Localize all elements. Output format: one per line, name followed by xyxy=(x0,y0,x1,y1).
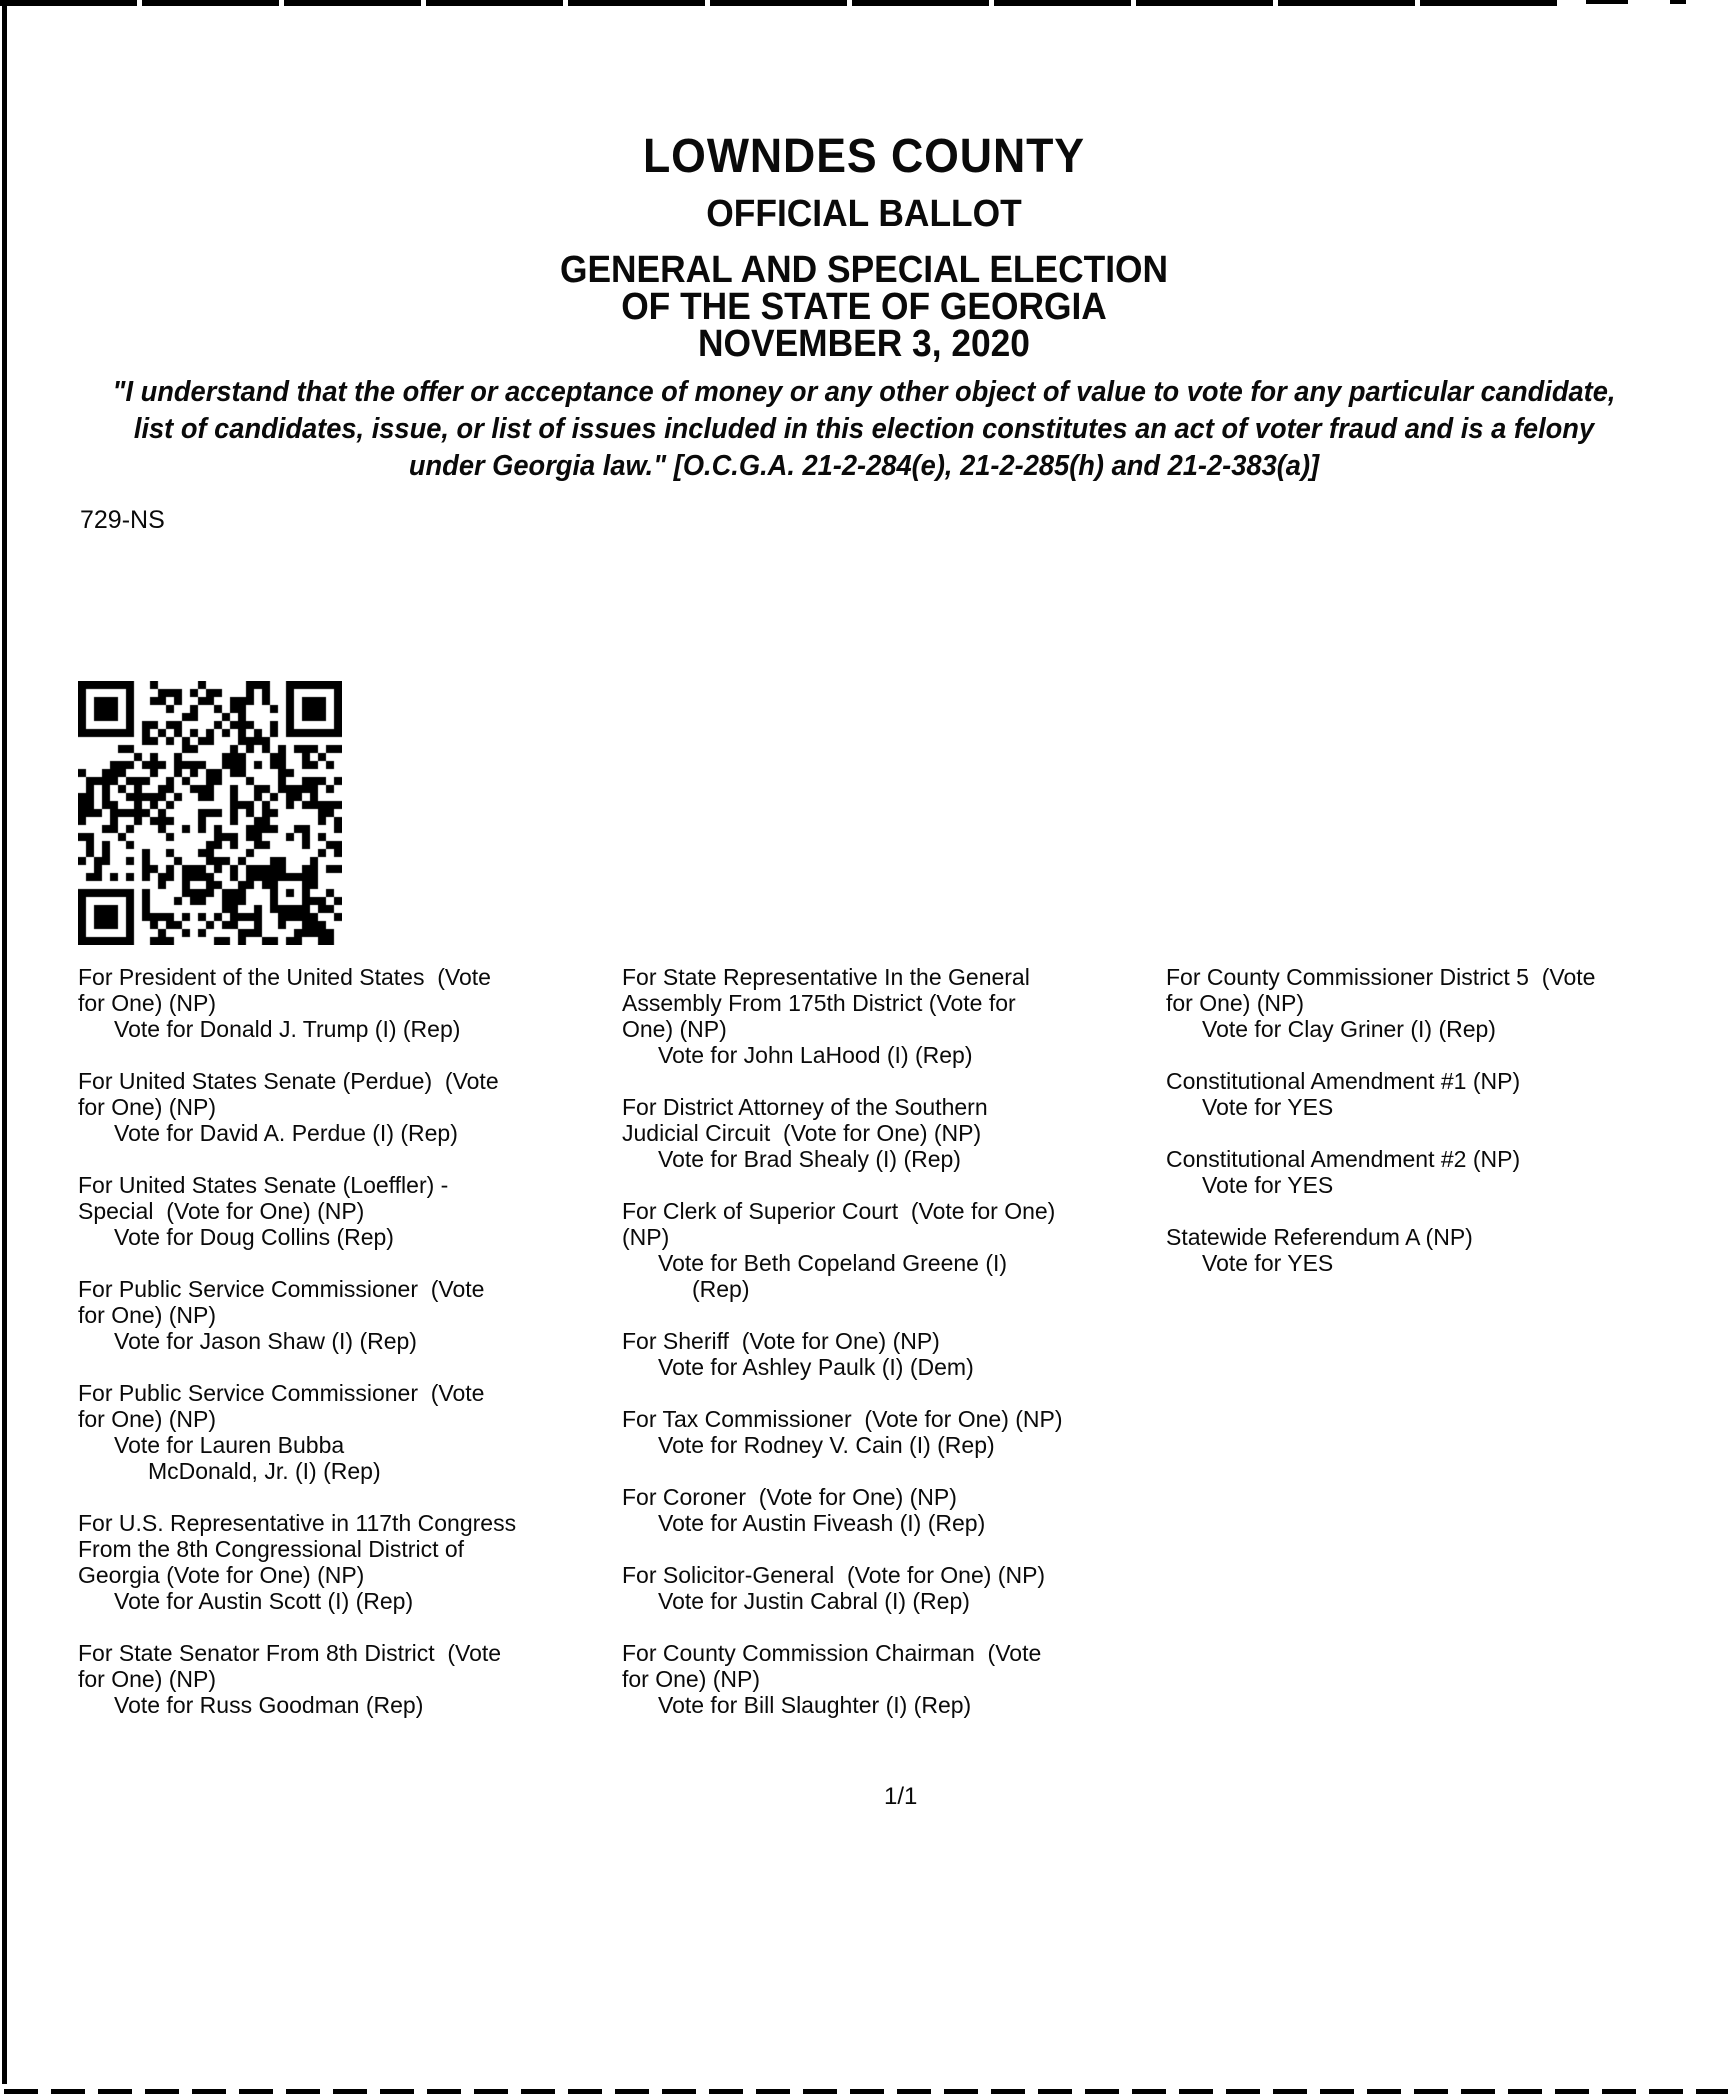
contest-title-line: For Coroner (Vote for One) (NP) xyxy=(622,1484,957,1510)
contest-title-line: Constitutional Amendment #1 (NP) xyxy=(1166,1068,1521,1094)
vote-selection-line: Vote for Justin Cabral (I) (Rep) xyxy=(658,1588,970,1614)
county-title: LOWNDES COUNTY xyxy=(642,130,1086,183)
vote-selection-line: Vote for Jason Shaw (I) (Rep) xyxy=(114,1328,417,1354)
contest-title-line: Judicial Circuit (Vote for One) (NP) xyxy=(622,1120,982,1146)
page-top-edge xyxy=(0,0,1728,6)
vote-selection-line: Vote for John LaHood (I) (Rep) xyxy=(658,1042,973,1068)
contest xyxy=(622,1406,1166,1458)
contest xyxy=(622,1198,1166,1302)
contest-title-line: For United States Senate (Loeffler) - xyxy=(78,1172,449,1198)
vote-selection-line: Vote for Doug Collins (Rep) xyxy=(114,1224,394,1250)
vote-selection-line: Vote for Beth Copeland Greene (I) xyxy=(658,1250,1008,1276)
vote-selection-line: Vote for David A. Perdue (I) (Rep) xyxy=(114,1120,458,1146)
contest xyxy=(78,1172,622,1250)
vote-selection-line: Vote for YES xyxy=(1202,1172,1334,1198)
ballot-column-1 xyxy=(78,964,622,1744)
page-number: 1/1 xyxy=(884,1783,918,1810)
vote-selection-line: McDonald, Jr. (I) (Rep) xyxy=(148,1458,381,1484)
contest xyxy=(622,1562,1166,1614)
contest-title-line: for One) (NP) xyxy=(1166,990,1305,1016)
contest-title-line: For County Commission Chairman (Vote xyxy=(622,1640,1042,1666)
contest-title-line: For State Representative In the General xyxy=(622,964,1030,990)
vote-selection-line: Vote for Ashley Paulk (I) (Dem) xyxy=(658,1354,974,1380)
vote-selection-line: Vote for YES xyxy=(1202,1250,1334,1276)
vote-selection-line: (Rep) xyxy=(692,1276,750,1302)
contest-title-line: (NP) xyxy=(622,1224,670,1250)
contest xyxy=(622,1328,1166,1380)
contest-title-line: For Solicitor-General (Vote for One) (NP) xyxy=(622,1562,1046,1588)
contest xyxy=(622,1640,1166,1718)
vote-selection-line: Vote for Austin Scott (I) (Rep) xyxy=(114,1588,414,1614)
contest-title-line: From the 8th Congressional District of xyxy=(78,1536,465,1562)
ballot-column-2 xyxy=(622,964,1166,1744)
fraud-disclaimer-line: "I understand that the offer or acceptance of money or any other object of value to vote for any particular candidate, xyxy=(112,376,1616,408)
vote-selection-line: Vote for Bill Slaughter (I) (Rep) xyxy=(658,1692,972,1718)
contest-title-line: Assembly From 175th District (Vote for xyxy=(622,990,1016,1016)
vote-selection-line: Vote for Clay Griner (I) (Rep) xyxy=(1202,1016,1496,1042)
contest-title-line: Special (Vote for One) (NP) xyxy=(78,1198,365,1224)
contest-title-line: For County Commissioner District 5 (Vote xyxy=(1166,964,1596,990)
contest xyxy=(78,1510,622,1614)
vote-selection-line: Vote for Austin Fiveash (I) (Rep) xyxy=(658,1510,986,1536)
page-left-edge xyxy=(2,4,7,2084)
contest-title-line: for One) (NP) xyxy=(78,1302,217,1328)
contest xyxy=(1166,964,1728,1042)
contest-title-line: for One) (NP) xyxy=(78,1406,217,1432)
contest-title-line: For Sheriff (Vote for One) (NP) xyxy=(622,1328,940,1354)
contest-title-line: One) (NP) xyxy=(622,1016,727,1042)
fraud-disclaimer xyxy=(52,374,1676,485)
vote-selection-line: Vote for Russ Goodman (Rep) xyxy=(114,1692,424,1718)
ballot-type-title: OFFICIAL BALLOT xyxy=(706,193,1022,235)
contest-title-line: For Clerk of Superior Court (Vote for One) xyxy=(622,1198,1056,1224)
election-title-line: OF THE STATE OF GEORGIA xyxy=(621,286,1107,328)
ballot-style-code: 729-NS xyxy=(80,506,165,534)
contest-title-line: For U.S. Representative in 117th Congress xyxy=(78,1510,517,1536)
contest xyxy=(78,1380,622,1484)
ballot-columns xyxy=(78,964,1728,1744)
contest xyxy=(622,964,1166,1068)
contest-title-line: For State Senator From 8th District (Vote xyxy=(78,1640,502,1666)
contest xyxy=(1166,1146,1728,1198)
vote-selection-line: Vote for Lauren Bubba xyxy=(114,1432,345,1458)
contest-title-line: Georgia (Vote for One) (NP) xyxy=(78,1562,365,1588)
contest xyxy=(1166,1224,1728,1276)
contest-title-line: for One) (NP) xyxy=(622,1666,761,1692)
page-top-edge-dashes xyxy=(1558,0,1728,6)
contest xyxy=(78,964,622,1042)
contest-title-line: For Public Service Commissioner (Vote xyxy=(78,1380,485,1406)
ballot-header xyxy=(60,132,1667,363)
contest xyxy=(78,1640,622,1718)
vote-selection-line: Vote for Donald J. Trump (I) (Rep) xyxy=(114,1016,461,1042)
contest-title-line: For Tax Commissioner (Vote for One) (NP) xyxy=(622,1406,1063,1432)
contest-title-line: For United States Senate (Perdue) (Vote xyxy=(78,1068,499,1094)
vote-selection-line: Vote for Rodney V. Cain (I) (Rep) xyxy=(658,1432,995,1458)
contest-title-line: for One) (NP) xyxy=(78,990,217,1016)
vote-selection-line: Vote for Brad Shealy (I) (Rep) xyxy=(658,1146,961,1172)
vote-selection-line: Vote for YES xyxy=(1202,1094,1334,1120)
fraud-disclaimer-line: under Georgia law." [O.C.G.A. 21-2-284(e), 21-2-285(h) and 21-2-383(a)] xyxy=(408,450,1320,482)
election-title-line: NOVEMBER 3, 2020 xyxy=(698,323,1030,365)
fraud-disclaimer-line: list of candidates, issue, or list of issues included in this election constitutes an act of voter fraud and is a felony xyxy=(133,413,1595,445)
contest-title-line: Constitutional Amendment #2 (NP) xyxy=(1166,1146,1521,1172)
contest xyxy=(78,1068,622,1146)
election-title-line: GENERAL AND SPECIAL ELECTION xyxy=(559,249,1169,291)
contest-title-line: For President of the United States (Vote xyxy=(78,964,491,990)
contest xyxy=(622,1094,1166,1172)
ballot-column-3 xyxy=(1166,964,1728,1744)
contest-title-line: For Public Service Commissioner (Vote xyxy=(78,1276,485,1302)
page-bottom-edge xyxy=(4,2089,1728,2094)
contest xyxy=(622,1484,1166,1536)
contest-title-line: for One) (NP) xyxy=(78,1666,217,1692)
contest-title-line: for One) (NP) xyxy=(78,1094,217,1120)
contest-title-line: Statewide Referendum A (NP) xyxy=(1166,1224,1473,1250)
contest-title-line: For District Attorney of the Southern xyxy=(622,1094,988,1120)
contest xyxy=(78,1276,622,1354)
qr-code-icon xyxy=(78,681,342,945)
contest xyxy=(1166,1068,1728,1120)
